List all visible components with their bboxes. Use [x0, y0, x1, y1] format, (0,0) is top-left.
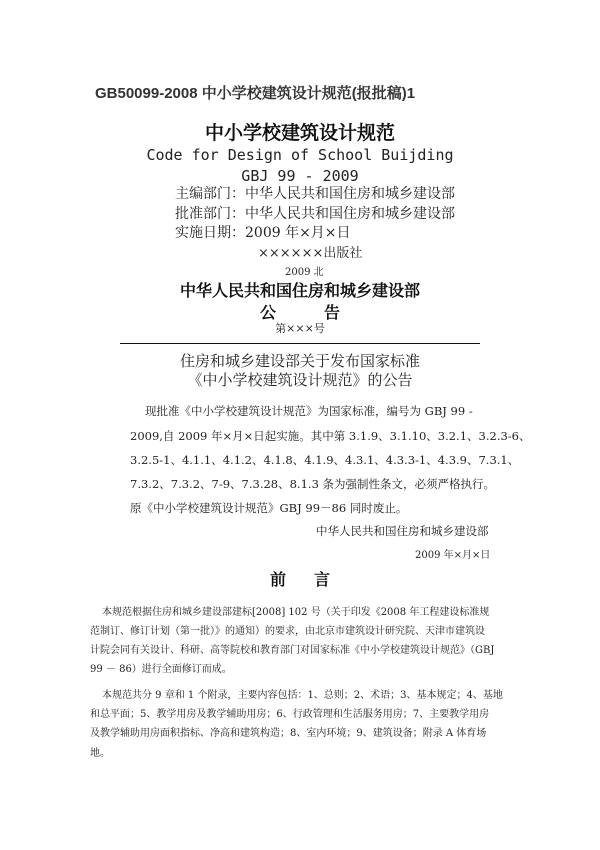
implementation-date: 实施日期：2009 年×月×日	[175, 225, 351, 241]
notice-title: 公告	[259, 305, 388, 322]
preface-title: 前言	[269, 570, 358, 589]
ministry-name: 中华人民共和国住房和城乡建设部	[179, 283, 420, 300]
preface-line: 范制订、修订计划（第一批）》的通知）的要求，由北京市建筑设计研究院、天津市建筑设	[90, 626, 485, 637]
standard-title-en: Code for Design of School Buijding	[146, 146, 454, 164]
divider-rule	[120, 343, 480, 344]
preface-line: 和总平面；5、教学用房及教学辅助用房；6、行政管理和生活服务用房；7、主要教学用房	[90, 709, 490, 720]
standard-title-cn: 中小学校建筑设计规范	[204, 122, 395, 144]
announcement-title-line-2: 《中小学校建筑设计规范》的公告	[187, 371, 413, 389]
signature-organization: 中华人民共和国住房和城乡建设部	[316, 524, 489, 538]
notice-body-line: 7.3.2、7.3.2、7-9、7.3.28、8.1.3 条为强制性条文，必须严格执行。	[130, 477, 496, 491]
notice-body-line: 现批准《中小学校建筑设计规范》为国家标准，编号为 GBJ 99 -	[145, 404, 473, 418]
document-header-title: GB50099-2008 中小学校建筑设计规范(报批稿)1	[95, 85, 416, 102]
announcement-title-line-1: 住房和城乡建设部关于发布国家标准	[179, 352, 420, 370]
preface-line: 地。	[90, 748, 110, 759]
approving-department: 批准部门：中华人民共和国住房和城乡建设部	[175, 206, 455, 222]
chief-department: 主编部门：中华人民共和国住房和城乡建设部	[175, 186, 455, 202]
notice-body-line: 3.2.5-1、4.1.1、4.1.2、4.1.8、4.1.9、4.3.1、4.3.3-1、4.3.9、7.3.1、	[130, 453, 520, 467]
preface-line: 本规范根据住房和城乡建设部建标[2008] 102 号（关于印发《2008 年工程建设标准规	[102, 607, 490, 618]
signature-date: 2009 年×月×日	[415, 550, 491, 561]
preface-line: 及教学辅助用房面积指标、净高和建筑构造；8、室内环境；9、建筑设备；附录 A 体育场	[90, 728, 487, 739]
notice-year-label: 2009 北	[285, 267, 324, 278]
notice-number: 第×××号	[275, 322, 325, 335]
preface-line: 本规范共分 9 章和 1 个附录，主要内容包括：1、总则；2、术语；3、基本规定；4、基地	[102, 690, 503, 701]
notice-body-line: 原《中小学校建筑设计规范》GBJ 99－86 同时废止。	[130, 501, 408, 515]
standard-code: GBJ 99 - 2009	[241, 167, 359, 185]
notice-body-line: 2009,自 2009 年×月×日起实施。其中第 3.1.9、3.1.10、3.2.1、3.2.3-6、	[130, 429, 531, 443]
preface-line: 计院会同有关设计、科研、高等院校和教育部门对国家标准《中小学校建筑设计规范》（GBJ	[90, 645, 495, 656]
publisher: ××××××出版社	[258, 246, 363, 261]
preface-line: 99 － 86）进行全面修订而成。	[90, 664, 232, 675]
